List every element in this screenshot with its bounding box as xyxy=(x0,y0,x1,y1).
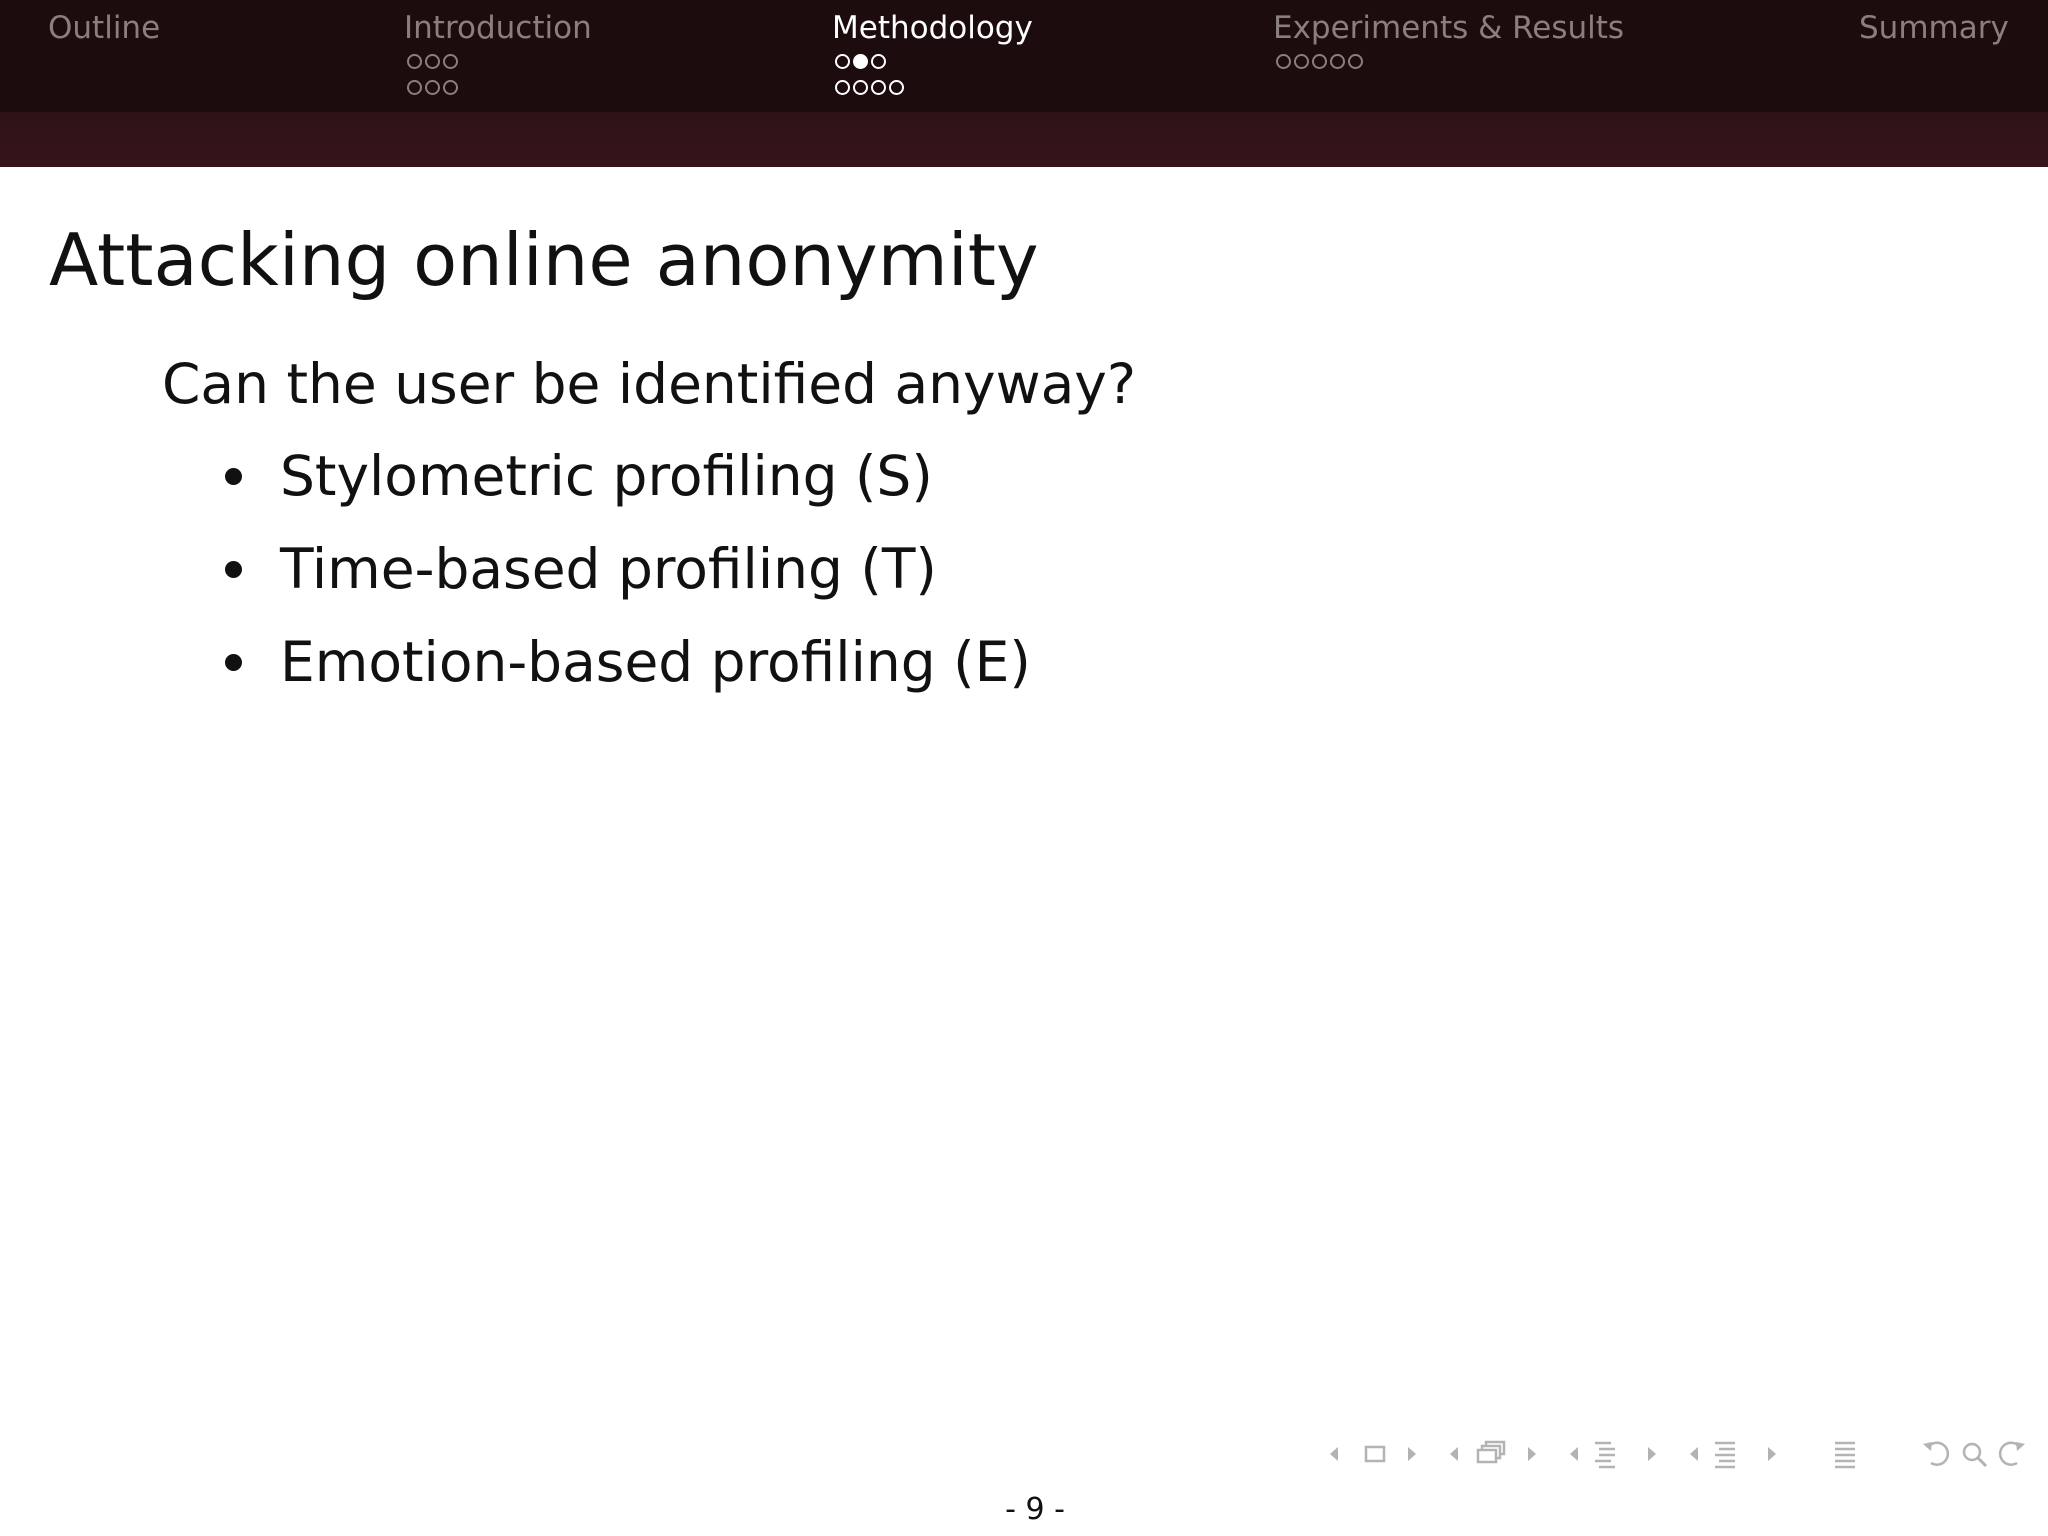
next-section-arrow-icon[interactable] xyxy=(1764,1436,1780,1472)
nav-section-title[interactable]: Outline xyxy=(48,10,161,46)
back-icon[interactable] xyxy=(1920,1436,1954,1472)
prev-subsection-arrow-icon[interactable] xyxy=(1566,1436,1582,1472)
subsection-dots-row xyxy=(407,48,592,74)
bullet-text: Stylometric profiling (S) xyxy=(280,444,933,508)
subsection-dots-row xyxy=(835,74,1033,100)
subsection-dots-row xyxy=(835,48,1033,74)
nav-section-introduction[interactable] xyxy=(404,8,592,100)
section-icon[interactable] xyxy=(1710,1436,1740,1472)
section-navigation-bar xyxy=(0,0,2048,112)
forward-icon[interactable] xyxy=(1994,1436,2028,1472)
bullet-icon xyxy=(225,468,242,485)
list-item xyxy=(222,533,1031,605)
nav-section-title[interactable]: Experiments & Results xyxy=(1273,10,1625,46)
nav-section-title[interactable]: Summary xyxy=(1859,10,2009,46)
frame-dot[interactable] xyxy=(1312,54,1327,69)
frame-dot[interactable] xyxy=(1348,54,1363,69)
frame-dot[interactable] xyxy=(1294,54,1309,69)
frame-icon[interactable] xyxy=(1474,1436,1510,1472)
nav-section-title[interactable]: Introduction xyxy=(404,10,592,46)
next-subsection-arrow-icon[interactable] xyxy=(1644,1436,1660,1472)
search-icon[interactable] xyxy=(1960,1436,1990,1472)
frame-dot[interactable] xyxy=(425,80,440,95)
list-item xyxy=(222,440,1031,512)
bullet-list xyxy=(222,440,1031,719)
document-icon[interactable] xyxy=(1830,1436,1860,1472)
bullet-text: Emotion-based profiling (E) xyxy=(280,630,1031,694)
subsection-dots-row xyxy=(407,74,592,100)
list-item xyxy=(222,626,1031,698)
frame-dot[interactable] xyxy=(871,54,886,69)
frame-dot[interactable] xyxy=(835,80,850,95)
nav-section-experiments-results[interactable] xyxy=(1273,8,1624,74)
frame-dot[interactable] xyxy=(425,54,440,69)
prev-slide-arrow-icon[interactable] xyxy=(1326,1436,1342,1472)
frame-dot[interactable] xyxy=(853,80,868,95)
frame-dot[interactable] xyxy=(835,54,850,69)
page-number: - 9 - xyxy=(1005,1492,1065,1527)
nav-section-summary[interactable] xyxy=(1859,8,2009,48)
frame-dot[interactable] xyxy=(407,54,422,69)
current-frame-dot[interactable] xyxy=(853,54,868,69)
subsection-icon[interactable] xyxy=(1590,1436,1620,1472)
frame-dot[interactable] xyxy=(1276,54,1291,69)
nav-section-title[interactable]: Methodology xyxy=(832,10,1033,46)
nav-section-methodology[interactable] xyxy=(832,8,1033,100)
next-frame-arrow-icon[interactable] xyxy=(1524,1436,1540,1472)
frame-dot[interactable] xyxy=(443,54,458,69)
subsection-dots-row xyxy=(1276,48,1624,74)
frame-dot[interactable] xyxy=(871,80,886,95)
prev-frame-arrow-icon[interactable] xyxy=(1446,1436,1462,1472)
slide-icon[interactable] xyxy=(1362,1436,1388,1472)
bullet-icon xyxy=(225,561,242,578)
bullet-icon xyxy=(225,654,242,671)
navigation-symbols xyxy=(1320,1436,2030,1472)
next-slide-arrow-icon[interactable] xyxy=(1404,1436,1420,1472)
nav-section-outline[interactable] xyxy=(48,8,160,48)
bullet-text: Time-based profiling (T) xyxy=(280,537,937,601)
frame-dot[interactable] xyxy=(1330,54,1345,69)
frame-dot[interactable] xyxy=(407,80,422,95)
prev-section-arrow-icon[interactable] xyxy=(1686,1436,1702,1472)
slide-title: Attacking online anonymity xyxy=(49,218,1039,302)
header-subbar xyxy=(0,112,2048,167)
lead-question: Can the user be identified anyway? xyxy=(162,352,1137,416)
frame-dot[interactable] xyxy=(443,80,458,95)
frame-dot[interactable] xyxy=(889,80,904,95)
